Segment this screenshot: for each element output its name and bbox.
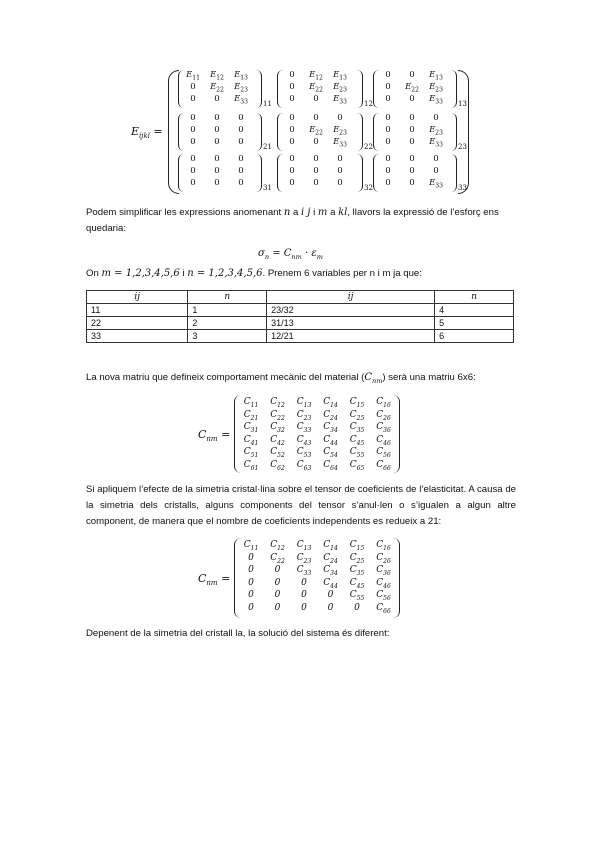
matrix-entry: $E_{23}$ [333, 82, 347, 94]
cnm-label-1 [198, 428, 230, 443]
matrix-entry: 0 [289, 82, 295, 92]
cell: 3 [188, 330, 267, 343]
matrix-entry: $E_{33}$ [333, 94, 347, 106]
matrix-entry: 0 [385, 125, 391, 135]
matrix-entry: 0 [289, 70, 295, 80]
dot-eps: · ε [301, 248, 317, 259]
matrix-entry: $E_{22}$ [405, 82, 419, 94]
matrix-entry: 0 [301, 603, 307, 613]
matrix-entry: $C_{14}$ [323, 540, 338, 552]
paragraph-depends: Depenent de la simetria del cristall la, la solució del sistema és diferent: [86, 628, 390, 639]
matrix-entry: $C_{13}$ [296, 397, 312, 409]
matrix-entry: 0 [238, 137, 244, 147]
matrix-entry: 0 [385, 166, 391, 176]
table-row [87, 304, 514, 317]
text: On [86, 268, 102, 279]
matrix-entry: $C_{21}$ [243, 409, 259, 422]
tensor-submatrix [178, 113, 272, 151]
cell: 23/32 [267, 304, 435, 317]
matrix-entry: $C_{54}$ [323, 447, 338, 460]
matrix-entry: $E_{33}$ [234, 94, 248, 106]
right-paren [256, 70, 262, 108]
matrix-entry: $C_{42}$ [270, 434, 285, 447]
matrix-entry: $E_{22}$ [309, 125, 323, 137]
matrix-entry: 0 [248, 565, 254, 576]
matrix-entry: $C_{26}$ [376, 552, 391, 565]
tensor-submatrix [373, 154, 467, 192]
matrix-entry: $E_{23}$ [429, 125, 443, 137]
matrix-entry: $C_{55}$ [349, 447, 365, 460]
matrix-entry: $C_{25}$ [349, 552, 365, 565]
text: i [310, 207, 318, 218]
header-n: n [188, 291, 267, 304]
matrix-entry: $E_{22}$ [309, 82, 323, 94]
matrix-entry: $C_{51}$ [243, 447, 259, 460]
sub: nm [206, 579, 218, 588]
submatrix-index: 33 [458, 184, 467, 192]
matrix-entry: 0 [248, 603, 254, 613]
matrix-entry: 0 [289, 113, 295, 123]
paragraph-symmetry: Si apliquem l’efecte de la simetria cristal·lina sobre el tensor de coeficients de l’elasticitat. A causa de la simetria dels cristalls, alguns components del tensor s’anul·len o s’igualen a algun altre component, de manera que el nombre de coeficients independents es redueix a 21: [86, 484, 516, 527]
matrix-entry: $C_{16}$ [376, 397, 391, 409]
sub-nm: nm [291, 253, 302, 261]
text: , llavors la expressió de l’esforç ens quedaria: [86, 207, 499, 234]
matrix-entry: $C_{26}$ [376, 409, 391, 422]
cnm-matrix-full [234, 395, 400, 473]
matrix-entry: $E_{33}$ [333, 137, 347, 149]
submatrix-index: 11 [263, 100, 272, 108]
text: i [179, 268, 188, 279]
matrix-entry: $C_{44}$ [323, 577, 338, 590]
matrix-entry: 0 [385, 70, 391, 80]
matrix-entry: $C_{16}$ [376, 540, 391, 552]
matrix-entry: $C_{35}$ [349, 565, 365, 577]
matrix-entry: $C_{55}$ [349, 590, 365, 603]
text: ) serà una matriu 6x6: [382, 372, 476, 383]
matrix-entry: 0 [190, 94, 196, 104]
matrix-entry: $C_{35}$ [349, 422, 365, 434]
tensor-submatrix [277, 154, 373, 192]
matrix-entry: $C_{56}$ [376, 447, 391, 460]
matrix-entry: 0 [313, 154, 319, 164]
right-paren [357, 113, 363, 151]
cell: 5 [435, 317, 514, 330]
text: a [327, 207, 339, 218]
matrix-entry: $C_{24}$ [323, 552, 338, 565]
matrix-entry: 0 [289, 137, 295, 147]
eijkl-label [131, 125, 163, 140]
table-header-row [87, 291, 514, 304]
cell: 2 [188, 317, 267, 330]
cell: 6 [435, 330, 514, 343]
matrix-entry: $E_{33}$ [429, 137, 443, 149]
matrix-entry: $C_{46}$ [376, 577, 391, 590]
matrix-entry: 0 [214, 166, 220, 176]
submatrix-index: 23 [458, 143, 467, 151]
matrix-entry: 0 [301, 590, 307, 601]
var-n: n [283, 207, 291, 218]
matrix-entry: 0 [238, 166, 244, 176]
matrix-entry: 0 [190, 137, 196, 147]
matrix-entry: 0 [433, 166, 439, 176]
matrix-entry: $C_{33}$ [296, 422, 312, 434]
matrix-entry: 0 [238, 154, 244, 164]
matrix-entry: $C_{66}$ [376, 603, 391, 615]
matrix-entry: 0 [313, 137, 319, 147]
paragraph-simplify [86, 205, 516, 237]
matrix-entry: 0 [313, 113, 319, 123]
matrix-entry: 0 [409, 125, 415, 135]
cell: 12/21 [267, 330, 435, 343]
matrix-entry: 0 [190, 82, 196, 92]
matrix-entry: $C_{66}$ [376, 460, 391, 472]
text: . Prenem 6 variables per n i m ja que: [262, 268, 422, 279]
submatrix-index: 12 [364, 100, 373, 108]
matrix-entry: $C_{64}$ [323, 460, 338, 472]
matrix-entry: 0 [409, 113, 415, 123]
eq: = [221, 572, 231, 585]
matrix-entry: $C_{34}$ [323, 422, 338, 434]
submatrix-index: 32 [364, 184, 373, 192]
tensor-submatrix [277, 70, 373, 108]
matrix-entry: 0 [433, 113, 439, 123]
cell: 22 [87, 317, 188, 330]
header-ij: ij [87, 291, 188, 304]
cell: 31/13 [267, 317, 435, 330]
cnm-label-2 [198, 572, 230, 587]
var-ij: i j [300, 207, 311, 218]
tensor-submatrix [178, 70, 272, 108]
right-paren [357, 154, 363, 192]
matrix-entry: 0 [190, 125, 196, 135]
matrix-entry: 0 [274, 603, 281, 613]
index-table [86, 290, 514, 343]
matrix-entry: $C_{15}$ [349, 397, 365, 409]
m-range: m = 1,2,3,4,5,6 [101, 268, 180, 279]
matrix-entry: $C_{25}$ [349, 409, 365, 422]
matrix-entry: 0 [248, 590, 254, 601]
matrix-entry: $C_{63}$ [296, 460, 312, 472]
matrix-entry: 0 [301, 577, 307, 588]
matrix-entry: 0 [190, 113, 196, 123]
matrix-entry: 0 [274, 565, 281, 576]
matrix-entry: $E_{12}$ [210, 70, 224, 82]
header-ij: ij [267, 291, 435, 304]
eq: = [269, 248, 284, 259]
matrix-entry: 0 [409, 178, 415, 188]
matrix-entry: $C_{11}$ [243, 397, 259, 409]
matrix-entry: 0 [289, 125, 295, 135]
matrix-entry: $C_{14}$ [323, 397, 338, 409]
right-paren [256, 113, 262, 151]
big-right-paren [458, 70, 469, 194]
right-paren [451, 70, 457, 108]
matrix-entry: 0 [433, 154, 439, 164]
matrix-entry: $E_{23}$ [333, 125, 347, 137]
matrix-entry: $E_{13}$ [234, 70, 248, 82]
matrix-entry: $C_{41}$ [243, 434, 259, 447]
matrix-entry: 0 [289, 166, 295, 176]
submatrix-index: 21 [263, 143, 272, 151]
table-row [87, 330, 514, 343]
tensor-submatrix [277, 113, 373, 151]
header-n: n [435, 291, 514, 304]
matrix-entry: $C_{11}$ [243, 540, 259, 552]
matrix-entry: 0 [238, 113, 244, 123]
matrix-entry: 0 [248, 552, 254, 563]
cell: 1 [188, 304, 267, 317]
matrix-entry: 0 [313, 178, 319, 188]
matrix-entry: 0 [274, 577, 281, 588]
matrix-entry: $E_{13}$ [333, 70, 347, 82]
matrix-entry: 0 [409, 70, 415, 80]
cnm-matrix-reduced [234, 538, 400, 618]
matrix-entry: 0 [214, 154, 220, 164]
matrix-entry: $C_{31}$ [243, 422, 259, 434]
matrix-entry: 0 [409, 154, 415, 164]
text: La nova matriu que defineix comportament mecànic del material ( [86, 372, 365, 383]
sub-nm: nm [372, 377, 383, 385]
matrix-entry: $C_{24}$ [323, 409, 338, 422]
matrix-entry: 0 [248, 577, 254, 588]
submatrix-index: 31 [263, 184, 272, 192]
matrix-entry: $C_{52}$ [270, 447, 285, 460]
eijkl-sub: ijkl [139, 132, 150, 141]
matrix-entry: 0 [385, 137, 391, 147]
eijkl-base: E [131, 125, 140, 138]
matrix-entry: $C_{12}$ [270, 397, 285, 409]
c: C [198, 428, 207, 441]
matrix-entry: $C_{12}$ [270, 540, 285, 552]
matrix-entry: $E_{12}$ [309, 70, 323, 82]
cell: 11 [87, 304, 188, 317]
matrix-entry: 0 [214, 125, 220, 135]
matrix-entry: 0 [214, 137, 220, 147]
matrix-entry: 0 [385, 94, 391, 104]
table-row [87, 317, 514, 330]
matrix-entry: $C_{32}$ [270, 422, 285, 434]
matrix-entry: 0 [327, 603, 334, 613]
c: C [283, 248, 292, 259]
sub-m: m [316, 253, 323, 261]
matrix-entry: 0 [337, 113, 343, 123]
matrix-entry: $C_{45}$ [349, 577, 365, 590]
matrix-entry: 0 [313, 166, 319, 176]
matrix-entry: $E_{23}$ [234, 82, 248, 94]
matrix-entry: 0 [214, 178, 220, 188]
matrix-entry: $C_{33}$ [296, 565, 312, 577]
matrix-entry: $C_{61}$ [243, 460, 259, 472]
matrix-entry: $C_{44}$ [323, 434, 338, 447]
equals-sign: = [153, 125, 163, 138]
matrix-entry: $C_{46}$ [376, 434, 391, 447]
var-kl: kl [338, 207, 348, 218]
matrix-entry: 0 [214, 94, 220, 104]
matrix-entry: 0 [190, 166, 196, 176]
matrix-entry: $C_{65}$ [349, 460, 365, 472]
matrix-entry: $C_{22}$ [270, 552, 285, 565]
text: Podem simplificar les expressions anomenant [86, 207, 284, 218]
matrix-entry: 0 [190, 154, 196, 164]
sigma: σ [258, 248, 265, 259]
matrix-entry: $E_{23}$ [429, 82, 443, 94]
matrix-entry: $C_{36}$ [376, 565, 391, 577]
matrix-entry: 0 [214, 113, 220, 123]
matrix-entry: $C_{45}$ [349, 434, 365, 447]
right-paren [451, 113, 457, 151]
cell: 33 [87, 330, 188, 343]
matrix-entry: $E_{11}$ [186, 70, 200, 82]
matrix-entry: $C_{13}$ [296, 540, 312, 552]
matrix-entry: 0 [409, 166, 415, 176]
matrix-entry: 0 [385, 178, 391, 188]
matrix-entry: 0 [238, 178, 244, 188]
c: C [364, 372, 373, 383]
right-paren [451, 154, 457, 192]
paragraph-on [86, 266, 516, 282]
matrix-entry: 0 [289, 94, 295, 104]
matrix-entry: 0 [385, 82, 391, 92]
sub-n: n [264, 253, 270, 261]
text: a [290, 207, 301, 218]
matrix-entry: 0 [337, 154, 343, 164]
matrix-entry: 0 [409, 94, 415, 104]
sub: nm [206, 435, 218, 444]
matrix-entry: $E_{13}$ [429, 70, 443, 82]
tensor-submatrix [373, 70, 467, 108]
submatrix-index: 22 [364, 143, 373, 151]
matrix-entry: 0 [238, 125, 244, 135]
cell: 4 [435, 304, 514, 317]
matrix-entry: 0 [354, 603, 360, 613]
matrix-entry: $C_{23}$ [296, 409, 312, 422]
right-paren [357, 70, 363, 108]
eq: = [221, 428, 231, 441]
matrix-entry: $C_{62}$ [270, 460, 285, 472]
matrix-entry: $C_{22}$ [270, 409, 285, 422]
right-paren [256, 154, 262, 192]
stress-equation [258, 248, 323, 261]
matrix-entry: 0 [327, 590, 334, 601]
tensor-submatrix [178, 154, 272, 192]
n-range: n = 1,2,3,4,5,6 [187, 268, 263, 279]
matrix-entry: $C_{43}$ [296, 434, 312, 447]
matrix-entry: 0 [313, 94, 319, 104]
matrix-entry: $C_{15}$ [349, 540, 365, 552]
matrix-entry: 0 [337, 166, 343, 176]
matrix-entry: 0 [190, 178, 196, 188]
matrix-entry: 0 [289, 178, 295, 188]
matrix-entry: $C_{53}$ [296, 447, 312, 460]
matrix-entry: 0 [274, 590, 281, 601]
matrix-entry: $E_{33}$ [429, 94, 443, 106]
matrix-entry: $C_{23}$ [296, 552, 312, 565]
matrix-entry: $C_{56}$ [376, 590, 391, 603]
submatrix-index: 13 [458, 100, 467, 108]
matrix-entry: 0 [385, 154, 391, 164]
matrix-entry: 0 [385, 113, 391, 123]
matrix-entry: 0 [289, 154, 295, 164]
matrix-entry: $E_{22}$ [210, 82, 224, 94]
matrix-entry: 0 [337, 178, 343, 188]
tensor-submatrix [373, 113, 467, 151]
matrix-entry: 0 [409, 137, 415, 147]
matrix-entry: $C_{34}$ [323, 565, 338, 577]
var-m: m [317, 207, 328, 218]
paragraph-new-matrix [86, 370, 516, 389]
matrix-entry: $C_{36}$ [376, 422, 391, 434]
matrix-entry: $E_{33}$ [429, 178, 443, 190]
c: C [198, 572, 207, 585]
